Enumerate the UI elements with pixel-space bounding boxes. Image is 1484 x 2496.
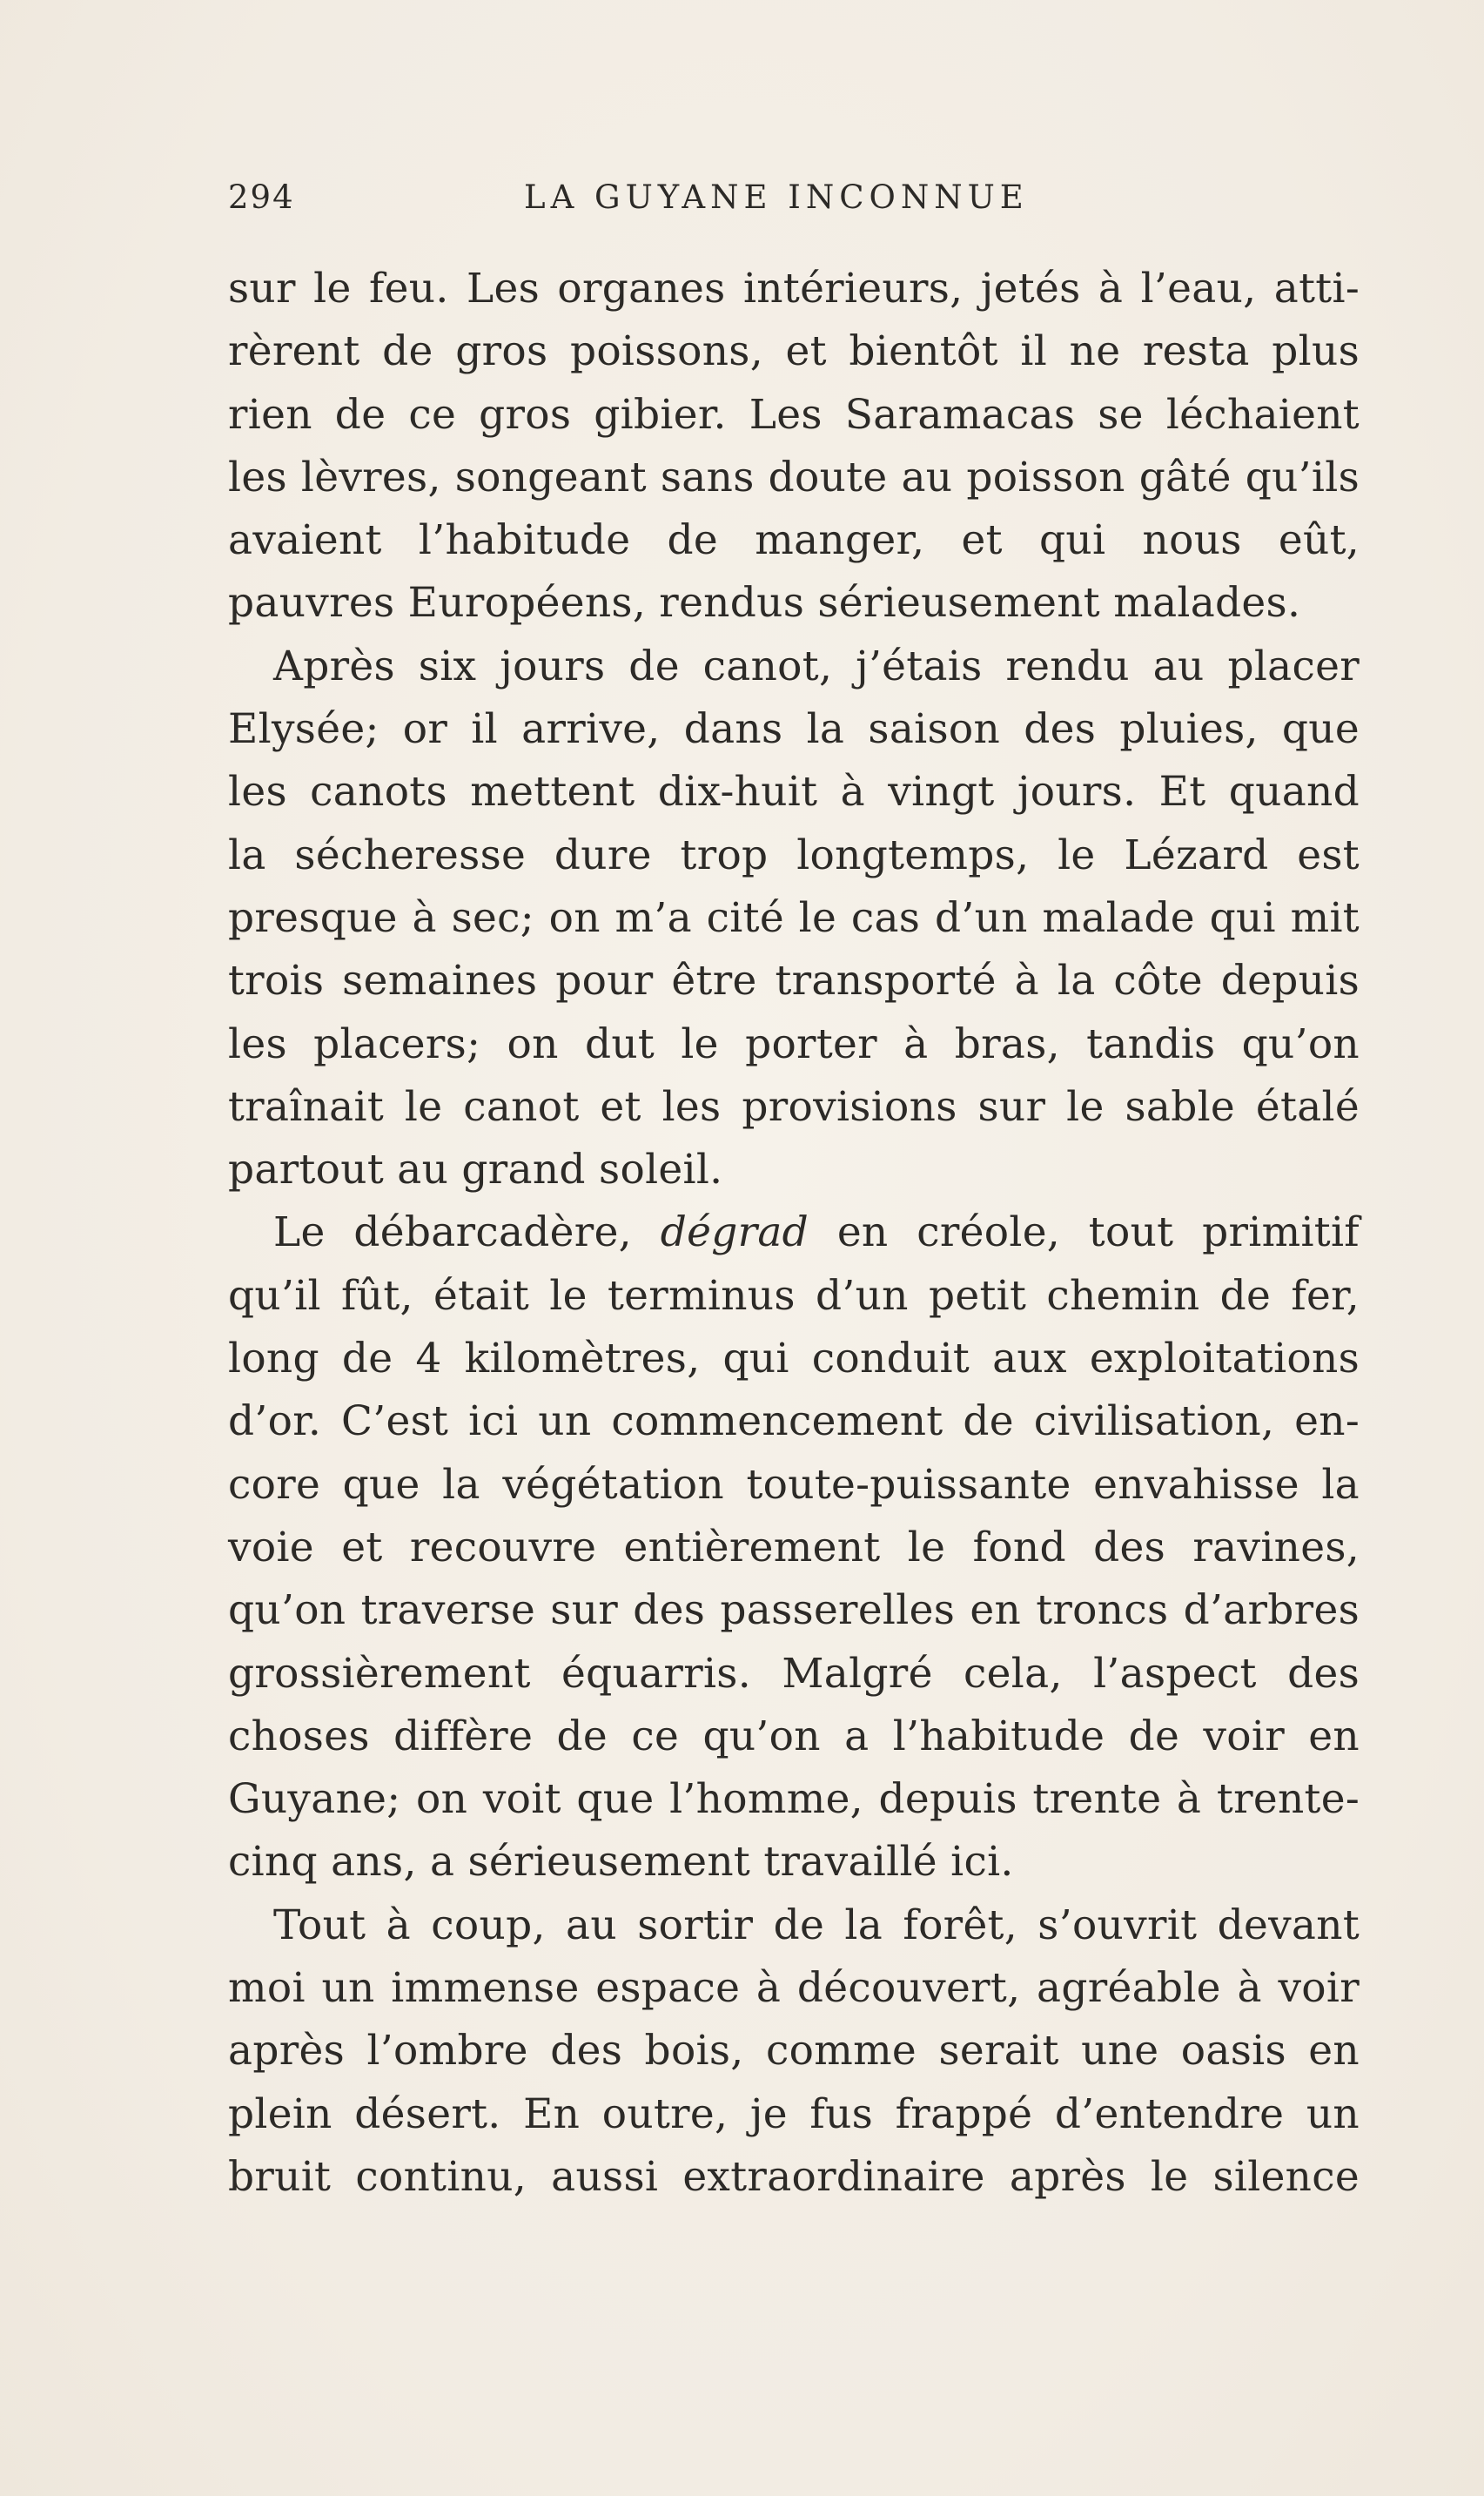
text-line: presque à sec; on m’a cité le cas d’un malade qui mit <box>228 893 1360 942</box>
running-title: LA GUYANE INCONNUE <box>524 178 1029 216</box>
text-line: pauvres Européens, rendus sérieusement malades. <box>228 579 1301 628</box>
text-run: en créole, tout primitif <box>809 1208 1360 1257</box>
text-line: cinq ans, a sérieusement travaillé ici. <box>228 1838 1014 1887</box>
text-line: les canots mettent dix-huit à vingt jours. Et quand <box>228 768 1360 817</box>
text-line: plein désert. En outre, je fus frappé d’entendre un <box>228 2089 1360 2138</box>
page-number: 294 <box>228 178 295 216</box>
text-line: rien de ce gros gibier. Les Saramacas se léchaient <box>228 390 1360 439</box>
text-line: sur le feu. Les organes intérieurs, jetés à l’eau, atti- <box>228 265 1360 313</box>
text-line: qu’on traverse sur des passerelles en troncs d’arbres <box>228 1586 1360 1635</box>
text-line: après l’ombre des bois, comme serait une oasis en <box>228 2027 1360 2076</box>
text-line: grossièrement équarris. Malgré cela, l’aspect des <box>228 1649 1360 1698</box>
body-text <box>228 258 1360 2209</box>
text-line: Tout à coup, au sortir de la forêt, s’ouvrit devant <box>273 1901 1360 1949</box>
text-line: choses diffère de ce qu’on a l’habitude de voir en <box>228 1712 1360 1760</box>
running-head <box>228 178 1360 222</box>
text-line: les lèvres, songeant sans doute au poisson gâté qu’ils <box>228 453 1360 501</box>
text-line: qu’il fût, était le terminus d’un petit chemin de fer, <box>228 1271 1360 1320</box>
text-line: moi un immense espace à découvert, agréable à voir <box>228 1964 1360 2013</box>
text-line <box>228 1201 1360 1264</box>
text-line: traînait le canot et les provisions sur le sable étalé <box>228 1082 1360 1131</box>
text-line: trois semaines pour être transporté à la côte depuis <box>228 957 1360 1006</box>
text-line: Elysée; or il arrive, dans la saison des pluies, que <box>228 705 1360 754</box>
text-line: la sécheresse dure trop longtemps, le Lézard est <box>228 831 1360 879</box>
text-line: long de 4 kilomètres, qui conduit aux exploitations <box>228 1335 1360 1383</box>
italic-term: dégrad <box>660 1208 809 1257</box>
text-line: partout au grand soleil. <box>228 1146 723 1194</box>
text-line: core que la végétation toute-puissante envahisse la <box>228 1460 1360 1509</box>
text-line: d’or. C’est ici un commencement de civilisation, en- <box>228 1397 1360 1446</box>
text-run: Le débarcadère, <box>273 1208 661 1257</box>
text-line: voie et recouvre entièrement le fond des ravines, <box>228 1523 1360 1571</box>
text-line: bruit continu, aussi extraordinaire après le silence <box>228 2152 1360 2201</box>
text-line: avaient l’habitude de manger, et qui nous eût, <box>228 516 1360 565</box>
text-line: Guyane; on voit que l’homme, depuis trente à trente- <box>228 1775 1360 1824</box>
text-line: Après six jours de canot, j’étais rendu au placer <box>273 642 1360 690</box>
text-line: rèrent de gros poissons, et bientôt il ne resta plus <box>228 327 1360 376</box>
text-line: les placers; on dut le porter à bras, tandis qu’on <box>228 1019 1360 1068</box>
